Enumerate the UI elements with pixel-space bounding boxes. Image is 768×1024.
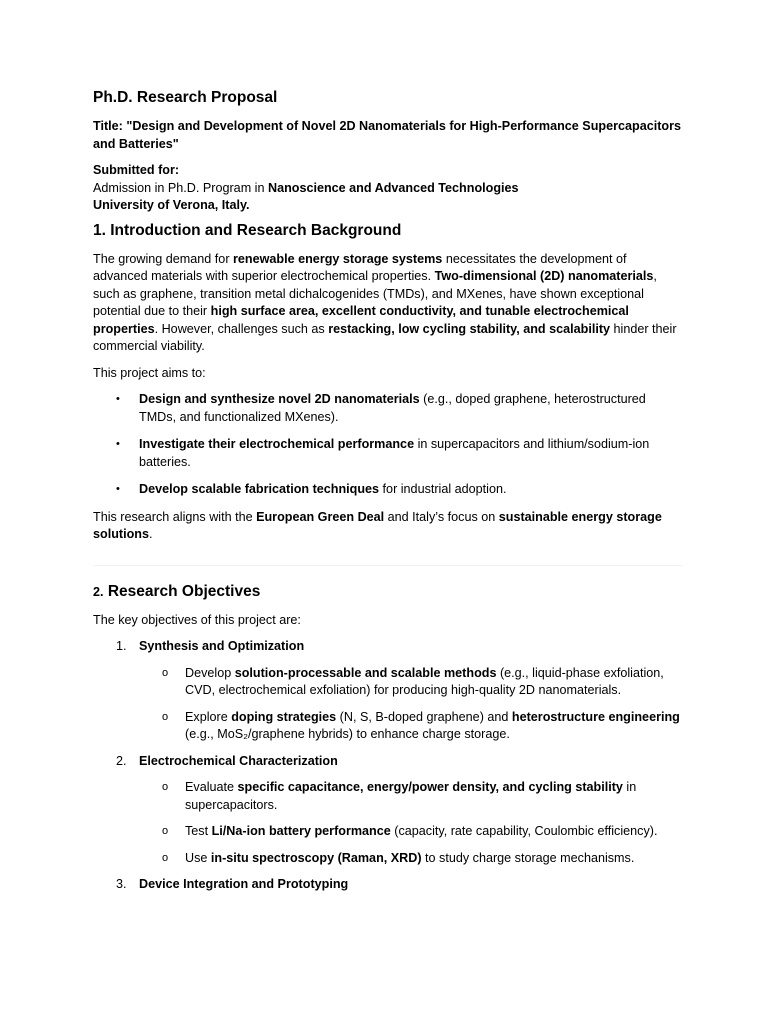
submitted-program [93, 180, 683, 198]
section2-heading [93, 582, 683, 602]
submitted-program-name: Nanoscience and Advanced Technologies [267, 180, 519, 195]
section2-number: 2. [93, 584, 104, 599]
list-item [139, 665, 683, 700]
aims-list [93, 391, 683, 499]
objective-sublist [139, 665, 683, 744]
intro-bold-2: Two-dimensional (2D) nanomaterials [434, 269, 654, 283]
intro-text-3: , such as graphene, transition metal dichalcogenides (TMDs), and MXenes, have shown exceptional potential due to their [93, 269, 657, 318]
aim-text: for industrial adoption. [379, 482, 507, 496]
objective-sublist [139, 779, 683, 867]
objective-number: 2. [116, 753, 127, 768]
aim-bold: Investigate their electrochemical performance [139, 437, 415, 451]
objectives-list [93, 638, 683, 894]
submitted-university: University of Verona, Italy. [93, 198, 250, 212]
section1-heading: 1. Introduction and Research Background [93, 221, 402, 239]
closing-text-3: . [148, 527, 153, 541]
intro-bold-4: restacking, low cycling stability, and scalability [328, 321, 611, 336]
list-item [139, 823, 683, 841]
sub-text-1: Use [185, 850, 211, 865]
list-item [139, 779, 683, 814]
sub-bold-2: heterostructure engineering [511, 709, 680, 724]
aim-text: (e.g., doped graphene, heterostructured TMDs, and functionalized MXenes). [139, 392, 646, 424]
sub-text-2: (N, S, B-doped graphene) and [336, 709, 512, 724]
closing-text-1: This research aligns with the [93, 509, 257, 524]
list-item [93, 391, 683, 426]
closing-bold-2: sustainable energy storage solutions [93, 509, 662, 541]
objective-number: 3. [116, 877, 127, 891]
intro-text-5: hinder their commercial viability. [93, 321, 677, 353]
objective-title: Electrochemical Characterization [139, 753, 338, 768]
bullet-icon: • [116, 393, 120, 405]
intro-bold-3: high surface area, excellent conductivity, and tunable electrochemical properties [93, 304, 629, 336]
section1-closing-paragraph [93, 509, 683, 544]
submitted-program-prefix: Admission in Ph.D. Program in [93, 180, 268, 195]
sub-text-2: (capacity, rate capability, Coulombic efficiency). [390, 824, 658, 838]
sub-text-1: Explore [185, 709, 232, 724]
sub-bold-1: solution-processable and scalable methods [234, 665, 497, 680]
section1-intro-paragraph [93, 251, 683, 356]
list-item [93, 876, 683, 894]
closing-text-2: and Italy’s focus on [384, 509, 499, 524]
list-item [93, 481, 683, 499]
document-heading: Ph.D. Research Proposal [93, 89, 278, 106]
sub-text-1: Evaluate [185, 780, 238, 794]
bullet-icon: • [116, 438, 120, 450]
intro-bold-1: renewable energy storage systems [233, 251, 443, 266]
sub-text-2: (e.g., liquid-phase exfoliation, CVD, electrochemical exfoliation) for producing high-quality 2D nanomaterials. [185, 665, 664, 697]
aim-bold: Design and synthesize novel 2D nanomaterials [139, 392, 420, 406]
sub-text-3: (e.g., MoS₂/graphene hybrids) to enhance charge storage. [185, 727, 510, 741]
sub-text-2: in supercapacitors. [185, 780, 637, 812]
sub-text-2: to study charge storage mechanisms. [421, 850, 635, 865]
objective-number: 1. [116, 639, 127, 653]
list-item [93, 753, 683, 868]
circle-bullet-icon: o [162, 825, 169, 837]
sub-text-1: Develop [185, 665, 235, 680]
list-item [93, 436, 683, 471]
objective-title: Synthesis and Optimization [139, 639, 305, 653]
aim-text: in supercapacitors and lithium/sodium-ion batteries. [139, 437, 650, 469]
sub-bold-1: Li/Na-ion battery performance [211, 824, 391, 838]
sub-bold-1: specific capacitance, energy/power density, and cycling stability [237, 780, 623, 794]
circle-bullet-icon: o [162, 666, 169, 679]
list-item [93, 638, 683, 744]
submitted-label: Submitted for: [93, 163, 180, 177]
objective-title: Device Integration and Prototyping [139, 877, 349, 891]
list-item [139, 850, 683, 868]
aims-intro: This project aims to: [93, 365, 206, 380]
sub-bold-1: in-situ spectroscopy (Raman, XRD) [210, 850, 422, 865]
circle-bullet-icon: o [162, 851, 169, 864]
document-page [93, 88, 683, 903]
bullet-icon: • [116, 483, 120, 495]
section2-intro: The key objectives of this project are: [93, 612, 301, 627]
closing-bold-1: European Green Deal [256, 509, 385, 524]
submitted-block [93, 162, 683, 215]
section-divider [93, 565, 683, 566]
list-item [139, 709, 683, 744]
aim-bold: Develop scalable fabrication techniques [139, 482, 380, 496]
proposal-title: Title: "Design and Development of Novel 2D Nanomaterials for High-Performance Supercapacitors and Batteries" [93, 119, 681, 151]
sub-text-1: Test [185, 824, 212, 838]
circle-bullet-icon: o [162, 710, 169, 723]
intro-text-1: The growing demand for [93, 251, 234, 266]
section2-title: Research Objectives [107, 582, 261, 600]
sub-bold-1: doping strategies [231, 709, 337, 724]
intro-text-2: necessitates the development of advanced materials with superior electrochemical properties. [93, 251, 627, 283]
intro-text-4: . However, challenges such as [154, 321, 329, 336]
circle-bullet-icon: o [162, 781, 169, 793]
